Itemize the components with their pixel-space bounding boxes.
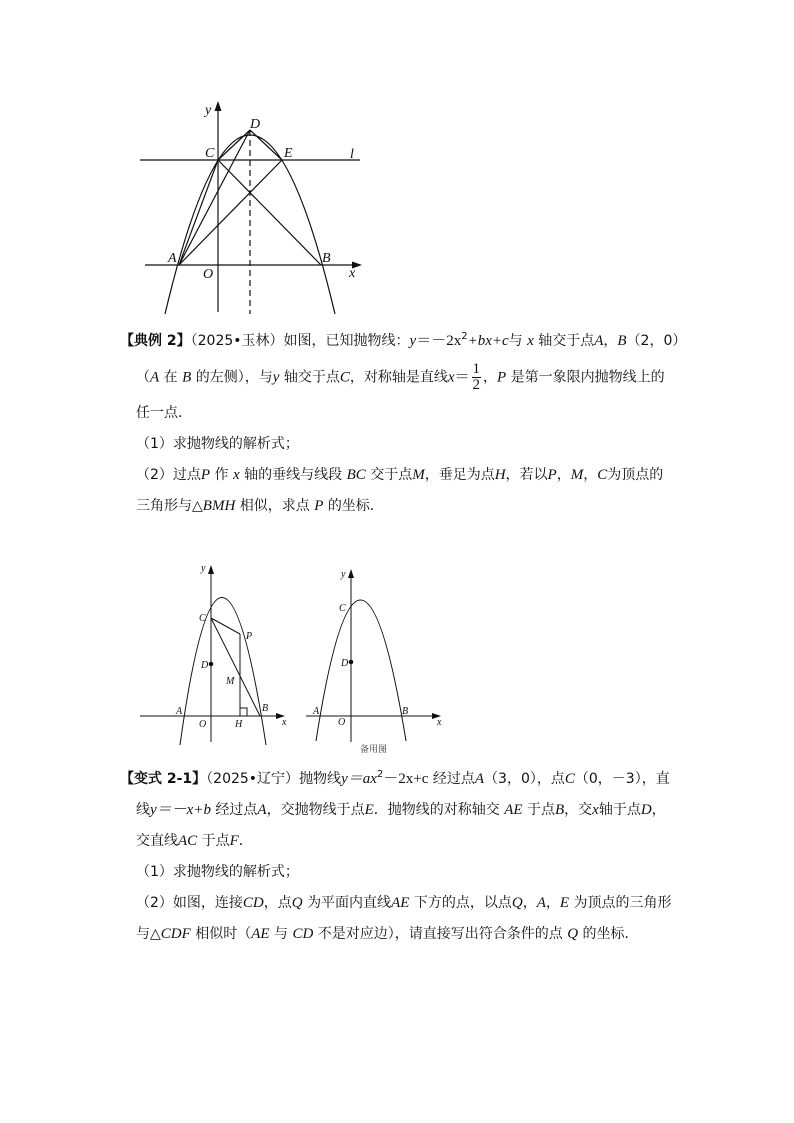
text: 不是对应边），请直接写出符合条件的点 <box>317 926 563 942</box>
math-M: M <box>570 467 584 483</box>
left-segment-CB <box>211 618 260 716</box>
text: 于点 <box>526 802 555 818</box>
text: 的坐标． <box>327 498 384 514</box>
fraction-denominator: 2 <box>472 377 481 393</box>
math-x: x <box>592 802 599 818</box>
math-A: A <box>257 802 267 818</box>
figure-2-parabolas <box>0 550 794 765</box>
text: 如图，已知抛物线： <box>283 333 410 349</box>
math-Q: Q <box>291 895 303 911</box>
segment-AD <box>179 130 250 265</box>
math-x: x <box>233 467 240 483</box>
label-y: y <box>205 103 212 118</box>
example2-question1 <box>136 434 299 454</box>
math-eq: ＝－x+b <box>156 802 211 818</box>
math-A: A <box>150 369 160 386</box>
text: 经过点 <box>432 771 475 787</box>
math-eq2: －2x+c <box>383 771 429 787</box>
label-B: B <box>322 251 331 266</box>
text: 相似时（ <box>195 926 252 942</box>
text: 交直线 <box>136 833 178 849</box>
text: 与 <box>508 333 523 349</box>
y-axis-arrow <box>215 101 222 111</box>
math-A: A <box>594 333 604 349</box>
segment-CD <box>218 130 250 160</box>
text: ， <box>545 895 560 911</box>
math-sq: 2 <box>461 331 468 342</box>
text: （0，－3），直 <box>574 771 670 787</box>
example2-line2 <box>136 362 665 393</box>
right-label-B: B <box>402 706 409 717</box>
math-x: x <box>447 369 455 386</box>
label-E: E <box>284 146 293 161</box>
math-H: H <box>494 467 506 483</box>
label-D: D <box>250 117 261 132</box>
left-label-y: y <box>201 563 206 574</box>
text: ， <box>483 369 498 386</box>
text: 经过点 <box>215 802 258 818</box>
label-x: x <box>349 266 356 281</box>
right-label-C: C <box>339 603 346 614</box>
math-sq: 2 <box>376 769 384 780</box>
fraction-numerator: 1 <box>472 361 481 377</box>
figure-1-parabola <box>0 0 794 330</box>
math-x: x <box>527 333 534 349</box>
text: ．抛物线的对称轴交 <box>373 802 500 818</box>
math-B: B <box>554 802 565 818</box>
example2-source: （2025•玉林） <box>190 333 284 349</box>
text: 相似，求点 <box>239 498 310 514</box>
variant-line1 <box>120 769 670 789</box>
math-P: P <box>497 369 507 386</box>
variant-question2-line2 <box>136 924 639 944</box>
text: 是第一象限内抛物线上的 <box>510 369 665 386</box>
left-label-B: B <box>262 703 269 714</box>
right-label-A: A <box>313 706 320 717</box>
math-B: B <box>182 369 192 386</box>
variant-question2-line1 <box>136 893 671 913</box>
math-A: A <box>474 771 485 787</box>
math-P: P <box>200 467 211 483</box>
math-eq: ＝－2x <box>416 333 462 349</box>
right-parabola <box>316 600 409 741</box>
math-y: y <box>272 369 280 386</box>
math-AE: AE <box>251 926 270 942</box>
math-y: y <box>341 771 348 787</box>
fraction-one-half <box>472 362 482 393</box>
example2-question2-line2 <box>136 496 384 516</box>
math-BC: BC <box>346 467 366 483</box>
text: 为顶点的三角形 <box>573 895 672 911</box>
left-label-P: P <box>246 631 253 642</box>
math-BMH: BMH <box>202 498 236 514</box>
text: 任一点． <box>136 405 192 421</box>
math-C: C <box>564 771 575 787</box>
text: 在 <box>163 369 178 386</box>
variant-line2 <box>136 800 666 820</box>
math-AE: AE <box>391 895 410 911</box>
segment-DE <box>250 130 282 160</box>
text: 为顶点的 <box>607 467 664 483</box>
math-A: A <box>536 895 546 911</box>
text: （2）如图，连接 <box>136 895 243 911</box>
math-Q: Q <box>511 895 523 911</box>
text: ， <box>583 467 598 483</box>
text: ， <box>522 895 537 911</box>
text: 作 <box>214 467 229 483</box>
example2-tag: 【典例 2】 <box>120 333 191 349</box>
text: （2，0） <box>626 333 687 349</box>
math-B: B <box>617 333 627 349</box>
text: ，交抛物线于点 <box>266 802 365 818</box>
math-CD: CD <box>242 895 264 911</box>
math-P: P <box>547 467 557 483</box>
left-label-D: D <box>201 660 209 671</box>
text: 交于点 <box>370 467 413 483</box>
text: ，对称轴是直线 <box>349 369 448 386</box>
text: （2）过点 <box>136 467 201 483</box>
text: ，点 <box>263 895 292 911</box>
figure-caption: 备用图 <box>360 745 388 755</box>
math-E: E <box>559 895 570 911</box>
variant-source: （2025•辽宁） <box>206 771 300 787</box>
segment-AC <box>179 160 218 265</box>
text: ， <box>556 467 571 483</box>
math-M: M <box>412 467 425 483</box>
example2-line1 <box>120 331 686 351</box>
math-CDF: CDF <box>160 926 191 942</box>
text: 为平面内直线 <box>307 895 392 911</box>
variant-tag: 【变式 2-1】 <box>120 771 207 787</box>
math-y: y <box>150 802 157 818</box>
left-label-x: x <box>282 717 287 728</box>
text: 的左侧），与 <box>195 369 273 386</box>
text: 轴交于点 <box>283 369 340 386</box>
text: ，垂足为点 <box>424 467 495 483</box>
left-parabola <box>180 598 269 746</box>
text: 下方的点，以点 <box>413 895 512 911</box>
text: 轴的垂线与线段 <box>244 467 343 483</box>
variant-line3 <box>136 831 253 851</box>
math-eq2: +bx+c <box>467 333 509 349</box>
math-eq: ＝ <box>454 369 470 386</box>
text: ，若以 <box>505 467 548 483</box>
left-point-D <box>209 662 213 666</box>
text: 轴交于点 <box>538 333 595 349</box>
text: 抛物线 <box>299 771 342 787</box>
math-E: E <box>364 802 374 818</box>
text: 与 <box>274 926 289 942</box>
label-C: C <box>205 146 215 161</box>
math-C: C <box>597 467 608 483</box>
text: 与△ <box>136 926 161 942</box>
math-C: C <box>339 369 350 386</box>
math-P: P <box>314 498 324 514</box>
right-label-D: D <box>341 658 349 669</box>
variant-question1 <box>136 862 299 882</box>
math-Q: Q <box>567 926 579 942</box>
text: （1）求抛物线的解析式； <box>136 864 299 880</box>
math-CD: CD <box>292 926 314 942</box>
right-label-x: x <box>437 717 442 728</box>
example2-line3 <box>136 403 192 423</box>
text: 轴于点 <box>598 802 641 818</box>
example2-question2-line1 <box>136 465 663 485</box>
left-label-C: C <box>199 613 206 624</box>
text: ． <box>238 833 253 849</box>
right-label-O: O <box>338 717 346 728</box>
text: 于点 <box>201 833 230 849</box>
right-y-axis-arrow <box>348 569 354 578</box>
math-D: D <box>640 802 652 818</box>
math-F: F <box>229 833 239 849</box>
right-point-D <box>349 660 353 664</box>
text: 三角形与△ <box>136 498 203 514</box>
text: （3，0），点 <box>484 771 565 787</box>
text: ， <box>603 333 618 349</box>
label-l: l <box>350 147 354 162</box>
text: （ <box>136 369 150 386</box>
text: ， <box>651 802 666 818</box>
text: ，交 <box>564 802 593 818</box>
left-label-A: A <box>176 706 183 717</box>
math-y: y <box>409 333 417 349</box>
left-label-O: O <box>199 719 207 730</box>
left-label-M: M <box>226 676 235 687</box>
left-y-axis-arrow <box>208 565 214 574</box>
math-eq: ＝ax <box>347 771 377 787</box>
math-AE: AE <box>504 802 523 818</box>
text: 的坐标． <box>582 926 639 942</box>
text: 线 <box>136 802 150 818</box>
label-A: A <box>168 251 177 266</box>
label-O: O <box>203 267 214 282</box>
math-AC: AC <box>178 833 198 849</box>
left-right-angle-mark <box>240 708 247 716</box>
left-label-H: H <box>235 719 243 730</box>
text: （1）求抛物线的解析式； <box>136 436 299 452</box>
right-label-y: y <box>341 569 346 580</box>
